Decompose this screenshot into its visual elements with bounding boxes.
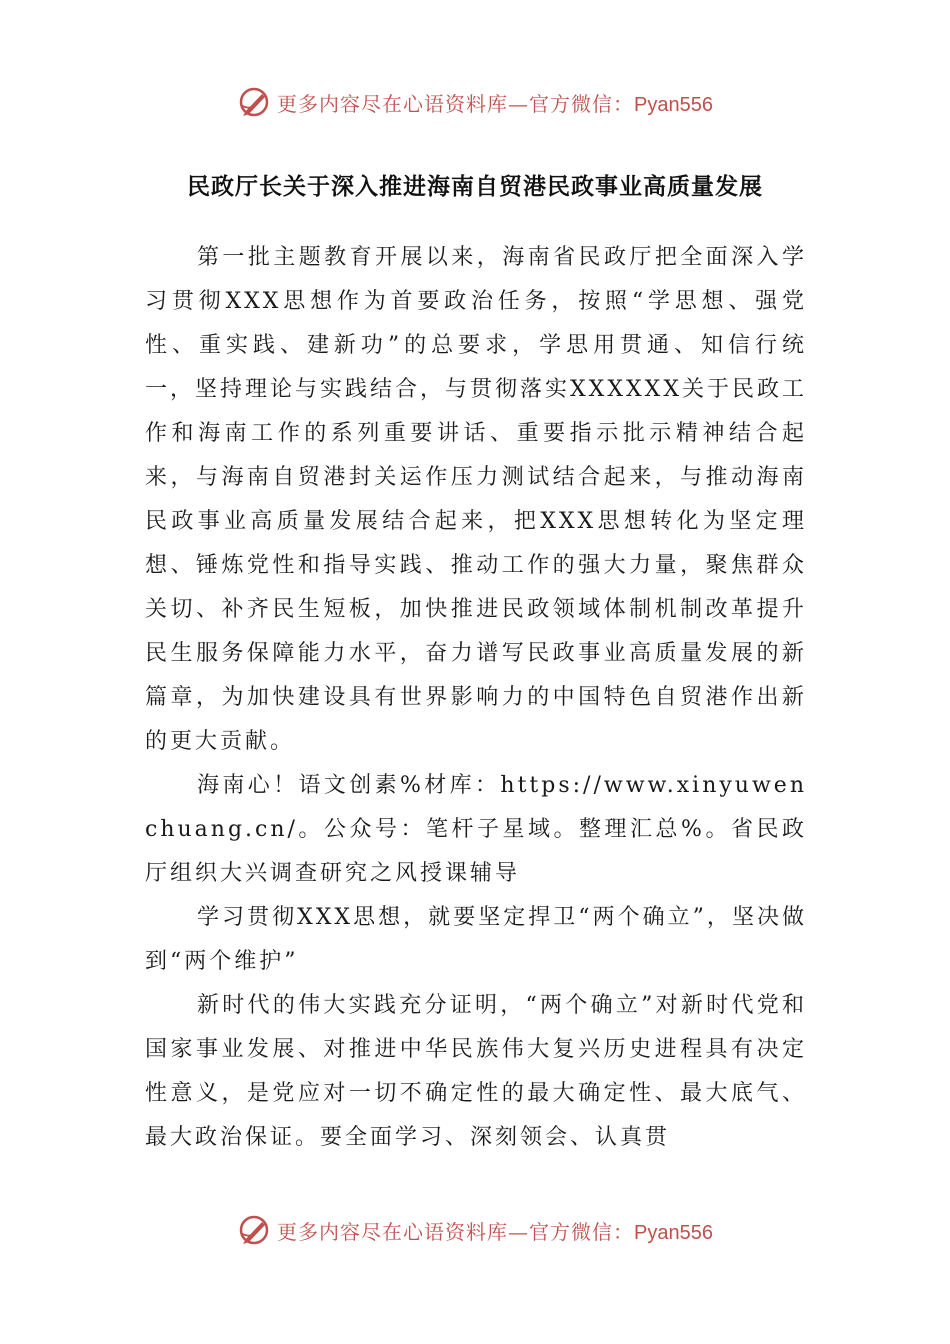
watermark-banner-bottom	[0, 1210, 950, 1250]
paragraph-intro: 第一批主题教育开展以来，海南省民政厅把全面深入学习贯彻XXX思想作为首要政治任务，按照“学思想、强党性、重实践、建新功”的总要求，学思用贯通、知信行统一，坚持理论与实践结合，与贯彻落实XXXXXX关于民政工作和海南工作的系列重要讲话、重要指示批示精神结合起来，与海南自贸港封关运作压力测试结合起来，与推动海南民政事业高质量发展结合起来，把XXX思想转化为坚定理想、锤炼党性和指导实践、推动工作的强大力量，聚焦群众关切、补齐民生短板，加快推进民政领域体制机制改革提升民生服务保障能力水平，奋力谱写民政事业高质量发展的新篇章，为加快建设具有世界影响力的中国特色自贸港作出新的更大贡献。	[145, 245, 807, 754]
paragraph-heading-1: 学习贯彻XXX思想，就要坚定捍卫“两个确立”，坚决做到“两个维护”	[145, 905, 807, 974]
watermark-text: 更多内容尽在心语资料库—官方微信：	[277, 1219, 635, 1244]
document-title: 民政厅长关于深入推进海南自贸港民政事业高质量发展	[187, 174, 763, 200]
watermark-text: 更多内容尽在心语资料库—官方微信：	[277, 91, 635, 116]
paragraph-body-1: 新时代的伟大实践充分证明，“两个确立”对新时代党和国家事业发展、对推进中华民族伟大复兴历史进程具有决定性意义，是党应对一切不确定性的最大确定性、最大底气、最大政治保证。要全面学习、深刻领会、认真贯	[145, 993, 807, 1150]
pen-logo-icon	[237, 85, 271, 119]
pen-logo-icon	[237, 1213, 271, 1247]
watermark-wechat-id: Pyan556	[634, 1221, 713, 1244]
watermark-banner-top	[0, 82, 950, 122]
paragraph-source-note: 海南心！语文创素%材库：https://www.xinyuwenchuang.cn/。公众号：笔杆子星域。整理汇总%。省民政厅组织大兴调查研究之风授课辅导	[145, 773, 807, 886]
document-body	[145, 236, 807, 1160]
watermark-wechat-id: Pyan556	[634, 93, 713, 116]
